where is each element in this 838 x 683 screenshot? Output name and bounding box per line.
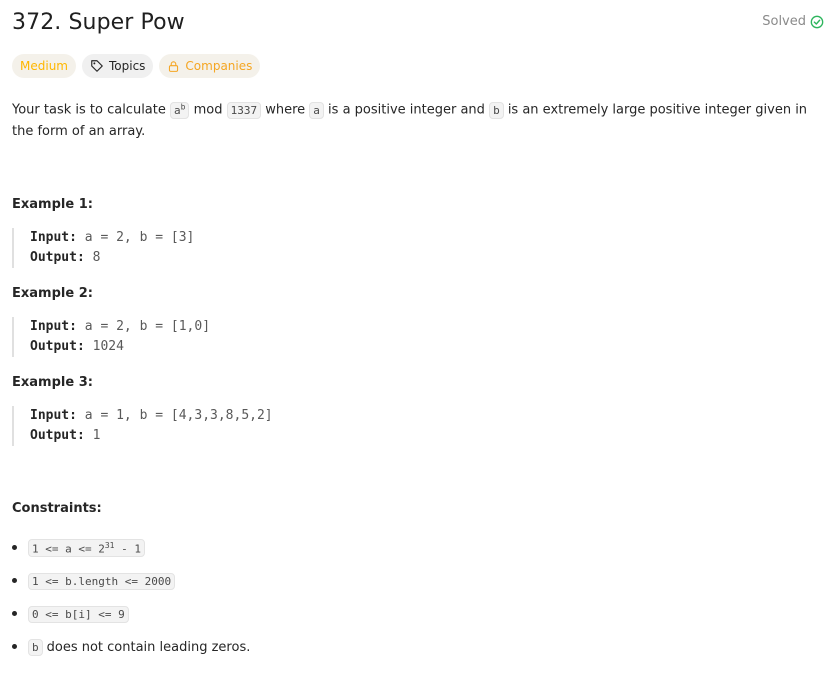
output-label: Output: [30, 338, 85, 354]
lock-icon [167, 60, 180, 73]
statement-text: mod [189, 102, 227, 118]
problem-statement [12, 96, 826, 142]
list-item [12, 631, 828, 664]
a-code: a [309, 102, 324, 119]
example-2 [12, 283, 828, 357]
constraint-text: - 1 [114, 542, 141, 556]
input-value: a = 2, b = [1,0] [84, 318, 211, 334]
companies-tag[interactable] [159, 54, 260, 78]
exponent-var: b [180, 102, 186, 111]
example-block [12, 228, 828, 268]
constraint-text: does not contain leading zeros. [46, 639, 251, 655]
mod-code: 1337 [227, 102, 262, 119]
power-code [170, 102, 189, 119]
solved-label: Solved [762, 14, 806, 29]
constraint-code: 0 <= b[i] <= 9 [28, 606, 129, 623]
statement-text: is a positive integer and [323, 102, 490, 118]
example-heading: Example 3: [12, 374, 93, 390]
topics-tag[interactable] [82, 54, 153, 78]
constraint-code: b [28, 639, 43, 656]
difficulty-label: Medium [20, 59, 68, 73]
list-item [12, 598, 828, 631]
input-label: Input: [30, 318, 77, 334]
input-value: a = 2, b = [3] [84, 229, 195, 245]
input-value: a = 1, b = [4,3,3,8,5,2] [84, 407, 273, 423]
statement-text: is an extremely large positive integer given in the form of an array. [12, 102, 808, 139]
check-circle-icon [810, 15, 824, 29]
difficulty-tag[interactable] [12, 54, 76, 78]
statement-text: where [261, 102, 310, 118]
statement-text: Your task is to calculate [12, 102, 170, 118]
topics-label: Topics [108, 59, 146, 73]
input-label: Input: [30, 407, 77, 423]
header-row [12, 0, 828, 48]
constraint-exponent: 31 [104, 540, 115, 550]
example-1 [12, 194, 828, 268]
solved-status [762, 14, 824, 29]
problem-description [12, 0, 828, 664]
b-code: b [489, 102, 504, 119]
base-var: a [174, 103, 181, 117]
example-block [12, 317, 828, 357]
constraint-code: 1 <= b.length <= 2000 [28, 573, 175, 590]
list-item [12, 565, 828, 598]
output-label: Output: [30, 427, 85, 443]
constraints-list [12, 532, 828, 664]
example-3 [12, 372, 828, 446]
output-value: 1024 [92, 338, 124, 354]
tag-row [12, 54, 828, 78]
example-block [12, 406, 828, 446]
output-label: Output: [30, 249, 85, 265]
problem-title[interactable]: 372. Super Pow [12, 10, 185, 35]
constraint-code [28, 539, 145, 558]
example-heading: Example 2: [12, 285, 93, 301]
tag-icon [90, 59, 104, 73]
example-heading: Example 1: [12, 196, 93, 212]
list-item [12, 532, 828, 565]
constraints-heading: Constraints: [12, 500, 102, 516]
output-value: 1 [92, 427, 101, 443]
output-value: 8 [92, 249, 101, 265]
companies-label: Companies [185, 59, 253, 73]
constraint-text: 1 <= a <= 2 [32, 542, 105, 556]
input-label: Input: [30, 229, 77, 245]
